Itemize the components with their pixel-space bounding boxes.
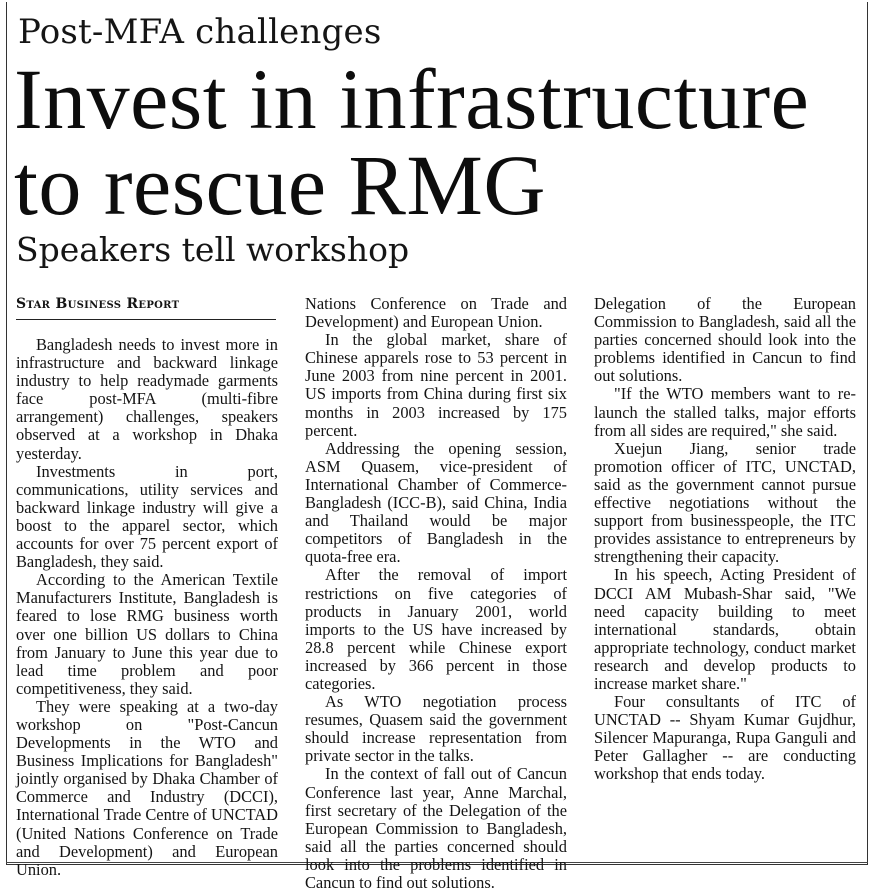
paragraph: In the context of fall out of Cancun Conference last year, Anne Marchal, first secretary of the Delegation of the European Commission to Bangladesh, said all the parties concerned should look into the problems identified in Cancun to find out solutions. (305, 764, 567, 892)
paragraph: Xuejun Jiang, senior trade promotion officer of ITC, UNCTAD, said as the government cannot pursue effective negotiations without the support from businesspeople, the ITC provides assistance to entrepreneurs by strengthening their capacity. (594, 438, 856, 567)
paragraph: "If the WTO members want to re-launch the stalled talks, major efforts from all sides are required," she said. (594, 384, 856, 440)
headline-line: Invest in infrastructure (14, 51, 810, 147)
paragraph: Investments in port, communications, utility services and backward linkage industry will give a boost to the apparel sector, which accounts for over 75 percent export of Bangladesh, they said. (16, 461, 278, 572)
byline-rule (16, 319, 276, 320)
paragraph-continued: Delegation of the European Commission to Bangladesh, said all the parties concerned should look into the problems identified in Cancun to find out solutions. (594, 294, 856, 386)
paragraph: In his speech, Acting President of DCCI AM Mubash-Shar said, "We need capacity building to meet international standards, obtain appropriate technology, conduct market research and develop products to increase market share." (594, 565, 856, 693)
headline (14, 51, 864, 233)
paragraph: After the removal of import restrictions on five categories of products in January 2001, world imports to the US have increased by 28.8 percent while Chinese export increased by 366 percent in those categories. (305, 565, 567, 693)
article-column-1 (16, 295, 278, 879)
headline-line: to rescue RMG (14, 137, 546, 233)
paragraph-continued: Nations Conference on Trade and Development) and European Union. (305, 294, 567, 332)
kicker: Post-MFA challenges (18, 12, 382, 52)
subheadline: Speakers tell workshop (16, 230, 410, 269)
paragraph: Addressing the opening session, ASM Quasem, vice-president of International Chamber of Commerce-Bangladesh (ICC-B), said China, India and Thailand would be major competitors of Bangladesh in the quota-free era. (305, 438, 567, 567)
paragraph: According to the American Textile Manufacturers Institute, Bangladesh is feared to lose RMG business worth over one billion US dollars to China from January to June this year due to lead time problem and poor competitiveness, they said. (16, 570, 278, 698)
paragraph: In the global market, share of Chinese apparels rose to 53 percent in June 2003 from nine percent in 2001. US imports from China during first six months in 2003 increased by 175 percent. (305, 330, 567, 440)
paragraph: As WTO negotiation process resumes, Quasem said the government should increase representation from private sector in the talks. (305, 692, 567, 766)
article-column-3 (594, 295, 856, 784)
paragraph: Four consultants of ITC of UNCTAD -- Shyam Kumar Gujdhur, Silencer Mapuranga, Rupa Ganguli and Peter Gallagher -- are conducting workshop that ends today. (594, 692, 856, 784)
byline: Star Business Report (16, 296, 180, 312)
article-column-2 (305, 294, 567, 892)
paragraph: They were speaking at a two-day workshop on "Post-Cancun Developments in the WTO and Business Implications for Bangladesh" jointly organised by Dhaka Chamber of Commerce and Industry (DCCI), International Trade Centre of UNCTAD (United Nations Conference on Trade and Development) and European Union. (16, 696, 278, 879)
paragraph: Bangladesh needs to invest more in infrastructure and backward linkage industry to help readymade garments face post-MFA (multi-fibre arrangement) challenges, speakers observed at a workshop in Dhaka yesterday. (16, 335, 278, 463)
